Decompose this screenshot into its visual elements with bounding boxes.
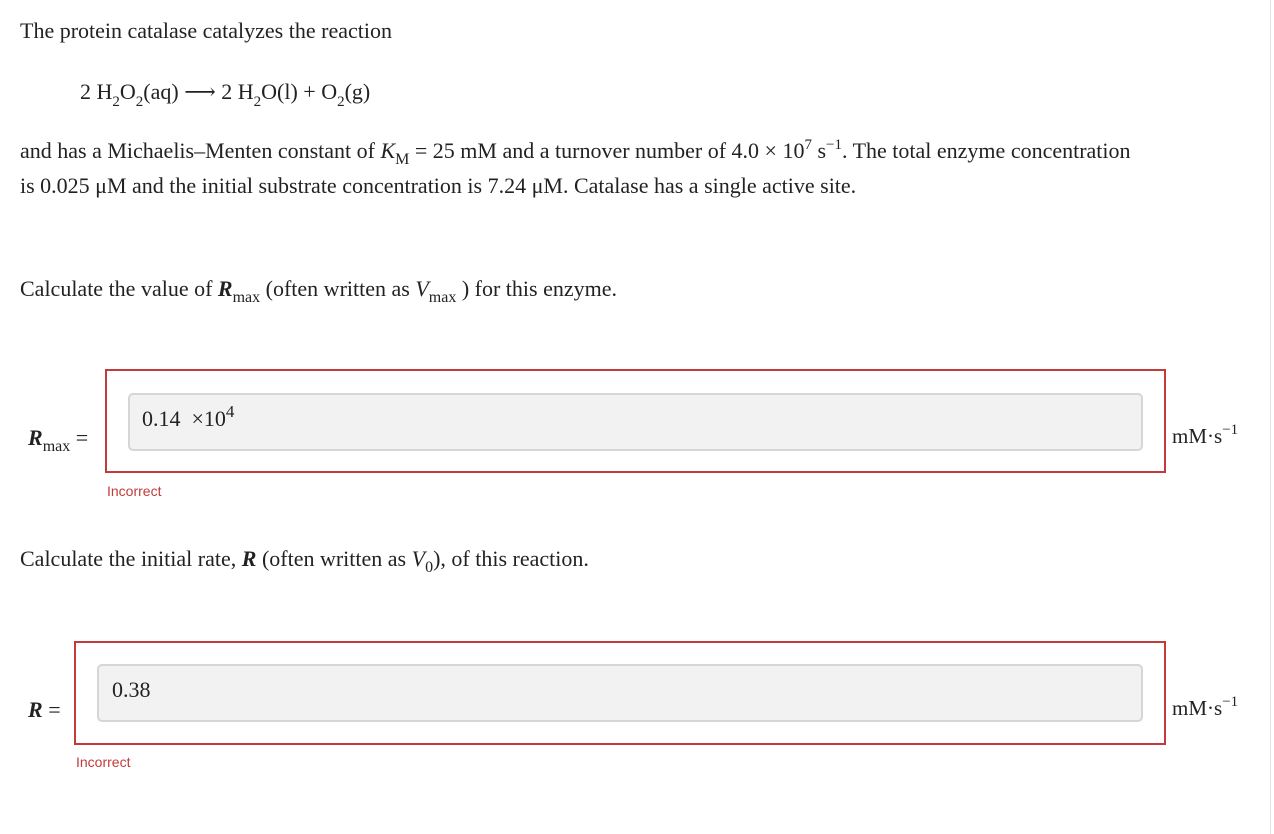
rmax-units: $mM\cdot s^{-1}$	[1172, 422, 1239, 448]
rmax-status-incorrect: Incorrect	[107, 483, 162, 499]
rate-answer-input[interactable]	[97, 664, 1143, 722]
part2-prompt: Calculate the initial rate, R (often written as $V_0$), of this reaction.	[20, 546, 589, 576]
rmax-answer-input[interactable]	[128, 393, 1143, 451]
question-intro: The protein catalase catalyzes the reaction	[20, 18, 392, 43]
question-paragraph-line1: and has a Michaelis–Menten constant of $K_M = 25$ mM and a turnover number of $4.0 \times 10^7$ $s^{-1}$. The total enzyme concentration	[20, 137, 1131, 168]
reaction-arrow: ⟶	[184, 79, 216, 104]
rate-label: R =	[28, 697, 61, 722]
question-paragraph-line2: is 0.025 μM and the initial substrate concentration is 7.24 μM. Catalase has a single active site.	[20, 173, 857, 198]
rate-units: $mM\cdot s^{-1}$	[1172, 694, 1239, 720]
reaction-equation: 2 $H_2O_2(aq)$ ⟶ 2 $H_2O(l) + O_2(g)$	[80, 79, 371, 110]
page-edge-divider	[1270, 0, 1271, 834]
rmax-label: $R_{max}$ =	[28, 425, 89, 455]
part1-prompt: Calculate the value of $R_{max}$ (often written as $V_{max}$ ) for this enzyme.	[20, 276, 617, 306]
rate-answer-value: 0.38	[112, 677, 151, 702]
rate-status-incorrect: Incorrect	[76, 754, 131, 770]
rmax-answer-value: $0.14 \times 10^4$	[142, 402, 235, 431]
